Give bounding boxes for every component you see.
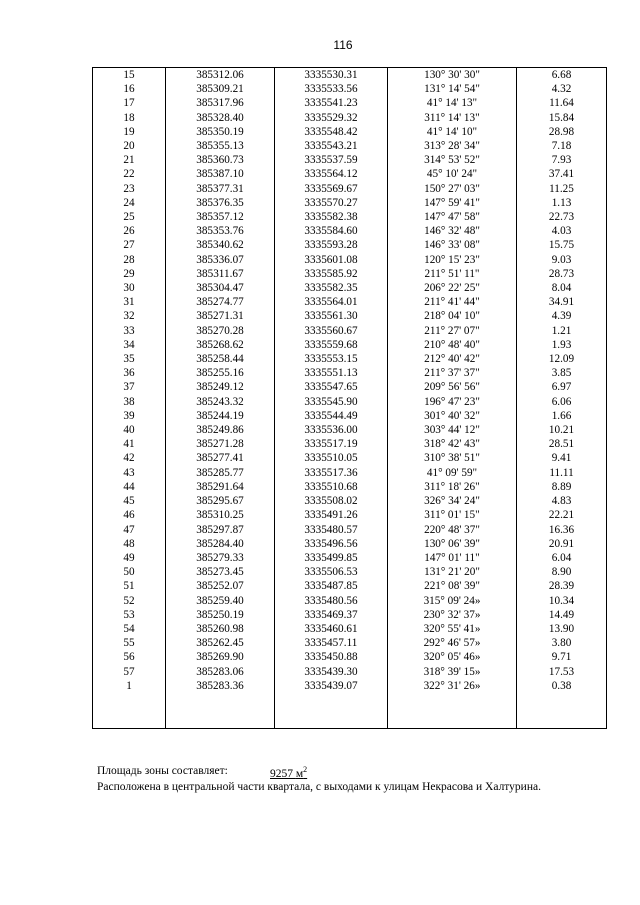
table-row (93, 352, 607, 366)
y-coordinate-cell: 3335499.85 (275, 551, 388, 565)
x-coordinate-cell: 385350.19 (166, 125, 275, 139)
point-number-cell: 17 (93, 96, 166, 110)
point-number-cell: 36 (93, 366, 166, 380)
table-row (93, 508, 607, 522)
point-number-cell: 54 (93, 622, 166, 636)
bearing-cell: 41° 09' 59" (388, 466, 517, 480)
y-coordinate-cell: 3335439.07 (275, 679, 388, 693)
x-coordinate-cell: 385336.07 (166, 253, 275, 267)
y-coordinate-cell: 3335469.37 (275, 608, 388, 622)
distance-cell: 3.80 (517, 636, 607, 650)
bearing-cell: 41° 14' 13" (388, 96, 517, 110)
point-number-cell: 56 (93, 650, 166, 664)
table-row (93, 167, 607, 181)
y-coordinate-cell: 3335564.12 (275, 167, 388, 181)
y-coordinate-cell: 3335585.92 (275, 267, 388, 281)
area-unit-exponent: 2 (303, 765, 308, 774)
bearing-cell: 41° 14' 10" (388, 125, 517, 139)
table-row (93, 409, 607, 423)
x-coordinate-cell: 385291.64 (166, 480, 275, 494)
y-coordinate-cell: 3335584.60 (275, 224, 388, 238)
table-row (93, 281, 607, 295)
bearing-cell: 221° 08' 39" (388, 579, 517, 593)
bearing-cell: 311° 18' 26" (388, 480, 517, 494)
x-coordinate-cell: 385311.67 (166, 267, 275, 281)
bearing-cell: 45° 10' 24" (388, 167, 517, 181)
x-coordinate-cell: 385297.87 (166, 523, 275, 537)
x-coordinate-cell: 385285.77 (166, 466, 275, 480)
empty-cell (166, 693, 275, 729)
distance-cell: 10.21 (517, 423, 607, 437)
table-filler-row (93, 693, 607, 729)
distance-cell: 7.18 (517, 139, 607, 153)
table-row (93, 182, 607, 196)
table-row (93, 224, 607, 238)
x-coordinate-cell: 385268.62 (166, 338, 275, 352)
x-coordinate-cell: 385271.31 (166, 309, 275, 323)
y-coordinate-cell: 3335536.00 (275, 423, 388, 437)
distance-cell: 9.03 (517, 253, 607, 267)
y-coordinate-cell: 3335529.32 (275, 111, 388, 125)
point-number-cell: 53 (93, 608, 166, 622)
distance-cell: 6.97 (517, 380, 607, 394)
y-coordinate-cell: 3335561.30 (275, 309, 388, 323)
x-coordinate-cell: 385312.06 (166, 68, 275, 83)
point-number-cell: 43 (93, 466, 166, 480)
x-coordinate-cell: 385279.33 (166, 551, 275, 565)
area-unit (295, 765, 308, 780)
table-row (93, 380, 607, 394)
distance-cell: 9.41 (517, 451, 607, 465)
bearing-cell: 320° 55' 41» (388, 622, 517, 636)
x-coordinate-cell: 385260.98 (166, 622, 275, 636)
y-coordinate-cell: 3335560.67 (275, 324, 388, 338)
table-row (93, 451, 607, 465)
point-number-cell: 46 (93, 508, 166, 522)
bearing-cell: 326° 34' 24" (388, 494, 517, 508)
x-coordinate-cell: 385269.90 (166, 650, 275, 664)
distance-cell: 16.36 (517, 523, 607, 537)
y-coordinate-cell: 3335544.49 (275, 409, 388, 423)
table-row (93, 537, 607, 551)
x-coordinate-cell: 385355.13 (166, 139, 275, 153)
bearing-cell: 292° 46' 57» (388, 636, 517, 650)
point-number-cell: 35 (93, 352, 166, 366)
distance-cell: 1.13 (517, 196, 607, 210)
table-row (93, 338, 607, 352)
bearing-cell: 146° 32' 48" (388, 224, 517, 238)
point-number-cell: 50 (93, 565, 166, 579)
point-number-cell: 31 (93, 295, 166, 309)
distance-cell: 7.93 (517, 153, 607, 167)
bearing-cell: 211° 37' 37" (388, 366, 517, 380)
table-row (93, 210, 607, 224)
table-row (93, 579, 607, 593)
x-coordinate-cell: 385377.31 (166, 182, 275, 196)
y-coordinate-cell: 3335551.13 (275, 366, 388, 380)
x-coordinate-cell: 385284.40 (166, 537, 275, 551)
point-number-cell: 52 (93, 594, 166, 608)
distance-cell: 4.32 (517, 82, 607, 96)
point-number-cell: 26 (93, 224, 166, 238)
bearing-cell: 210° 48' 40" (388, 338, 517, 352)
x-coordinate-cell: 385295.67 (166, 494, 275, 508)
distance-cell: 20.91 (517, 537, 607, 551)
bearing-cell: 311° 14' 13" (388, 111, 517, 125)
x-coordinate-cell: 385273.45 (166, 565, 275, 579)
point-number-cell: 39 (93, 409, 166, 423)
y-coordinate-cell: 3335547.65 (275, 380, 388, 394)
distance-cell: 6.06 (517, 395, 607, 409)
y-coordinate-cell: 3335450.88 (275, 650, 388, 664)
y-coordinate-cell: 3335517.36 (275, 466, 388, 480)
bearing-cell: 211° 27' 07" (388, 324, 517, 338)
area-label: Площадь зоны составляет: (97, 765, 228, 777)
point-number-cell: 42 (93, 451, 166, 465)
page-number: 116 (333, 38, 353, 52)
point-number-cell: 47 (93, 523, 166, 537)
x-coordinate-cell: 385360.73 (166, 153, 275, 167)
table-row (93, 551, 607, 565)
point-number-cell: 30 (93, 281, 166, 295)
table-row (93, 253, 607, 267)
y-coordinate-cell: 3335582.38 (275, 210, 388, 224)
table-row (93, 153, 607, 167)
distance-cell: 6.04 (517, 551, 607, 565)
point-number-cell: 57 (93, 665, 166, 679)
distance-cell: 10.34 (517, 594, 607, 608)
distance-cell: 1.93 (517, 338, 607, 352)
table-row (93, 395, 607, 409)
x-coordinate-cell: 385310.25 (166, 508, 275, 522)
bearing-cell: 147° 59' 41" (388, 196, 517, 210)
point-number-cell: 25 (93, 210, 166, 224)
point-number-cell: 19 (93, 125, 166, 139)
y-coordinate-cell: 3335553.15 (275, 352, 388, 366)
table-row (93, 139, 607, 153)
point-number-cell: 24 (93, 196, 166, 210)
point-number-cell: 40 (93, 423, 166, 437)
bearing-cell: 147° 47' 58" (388, 210, 517, 224)
y-coordinate-cell: 3335601.08 (275, 253, 388, 267)
y-coordinate-cell: 3335593.28 (275, 238, 388, 252)
distance-cell: 0.38 (517, 679, 607, 693)
distance-cell: 4.83 (517, 494, 607, 508)
x-coordinate-cell: 385328.40 (166, 111, 275, 125)
y-coordinate-cell: 3335510.68 (275, 480, 388, 494)
x-coordinate-cell: 385271.28 (166, 437, 275, 451)
y-coordinate-cell: 3335569.67 (275, 182, 388, 196)
bearing-cell: 310° 38' 51" (388, 451, 517, 465)
point-number-cell: 45 (93, 494, 166, 508)
y-coordinate-cell: 3335491.26 (275, 508, 388, 522)
bearing-cell: 131° 21' 20" (388, 565, 517, 579)
table-row (93, 68, 607, 83)
distance-cell: 15.84 (517, 111, 607, 125)
table-row (93, 267, 607, 281)
bearing-cell: 220° 48' 37" (388, 523, 517, 537)
table-row (93, 565, 607, 579)
table-row (93, 111, 607, 125)
table-row (93, 608, 607, 622)
bearing-cell: 209° 56' 56" (388, 380, 517, 394)
bearing-cell: 196° 47' 23" (388, 395, 517, 409)
bearing-cell: 314° 53' 52" (388, 153, 517, 167)
x-coordinate-cell: 385250.19 (166, 608, 275, 622)
bearing-cell: 130° 06' 39" (388, 537, 517, 551)
table-row (93, 494, 607, 508)
coordinates-table-body (93, 68, 607, 729)
x-coordinate-cell: 385353.76 (166, 224, 275, 238)
x-coordinate-cell: 385317.96 (166, 96, 275, 110)
bearing-cell: 131° 14' 54" (388, 82, 517, 96)
point-number-cell: 23 (93, 182, 166, 196)
y-coordinate-cell: 3335480.56 (275, 594, 388, 608)
bearing-cell: 212° 40' 42" (388, 352, 517, 366)
y-coordinate-cell: 3335537.59 (275, 153, 388, 167)
x-coordinate-cell: 385270.28 (166, 324, 275, 338)
distance-cell: 28.39 (517, 579, 607, 593)
distance-cell: 1.66 (517, 409, 607, 423)
distance-cell: 8.04 (517, 281, 607, 295)
bearing-cell: 218° 04' 10" (388, 309, 517, 323)
table-row (93, 636, 607, 650)
table-row (93, 125, 607, 139)
distance-cell: 13.90 (517, 622, 607, 636)
distance-cell: 12.09 (517, 352, 607, 366)
table-row (93, 309, 607, 323)
y-coordinate-cell: 3335460.61 (275, 622, 388, 636)
table-row (93, 295, 607, 309)
y-coordinate-cell: 3335570.27 (275, 196, 388, 210)
distance-cell: 37.41 (517, 167, 607, 181)
table-row (93, 466, 607, 480)
x-coordinate-cell: 385304.47 (166, 281, 275, 295)
table-row (93, 679, 607, 693)
bearing-cell: 315° 09' 24» (388, 594, 517, 608)
y-coordinate-cell: 3335457.11 (275, 636, 388, 650)
y-coordinate-cell: 3335564.01 (275, 295, 388, 309)
point-number-cell: 1 (93, 679, 166, 693)
x-coordinate-cell: 385283.06 (166, 665, 275, 679)
point-number-cell: 51 (93, 579, 166, 593)
distance-cell: 8.89 (517, 480, 607, 494)
point-number-cell: 44 (93, 480, 166, 494)
x-coordinate-cell: 385252.07 (166, 579, 275, 593)
bearing-cell: 147° 01' 11" (388, 551, 517, 565)
y-coordinate-cell: 3335541.23 (275, 96, 388, 110)
y-coordinate-cell: 3335517.19 (275, 437, 388, 451)
point-number-cell: 27 (93, 238, 166, 252)
distance-cell: 11.25 (517, 182, 607, 196)
bearing-cell: 230° 32' 37» (388, 608, 517, 622)
table-row (93, 523, 607, 537)
area-statement (97, 765, 308, 780)
point-number-cell: 41 (93, 437, 166, 451)
x-coordinate-cell: 385283.36 (166, 679, 275, 693)
x-coordinate-cell: 385249.12 (166, 380, 275, 394)
table-row (93, 238, 607, 252)
x-coordinate-cell: 385274.77 (166, 295, 275, 309)
x-coordinate-cell: 385244.19 (166, 409, 275, 423)
distance-cell: 8.90 (517, 565, 607, 579)
bearing-cell: 318° 39' 15» (388, 665, 517, 679)
point-number-cell: 18 (93, 111, 166, 125)
point-number-cell: 33 (93, 324, 166, 338)
bearing-cell: 206° 22' 25" (388, 281, 517, 295)
bearing-cell: 211° 51' 11" (388, 267, 517, 281)
empty-cell (93, 693, 166, 729)
x-coordinate-cell: 385243.32 (166, 395, 275, 409)
x-coordinate-cell: 385259.40 (166, 594, 275, 608)
bearing-cell: 318° 42' 43" (388, 437, 517, 451)
bearing-cell: 303° 44' 12" (388, 423, 517, 437)
y-coordinate-cell: 3335506.53 (275, 565, 388, 579)
distance-cell: 28.51 (517, 437, 607, 451)
bearing-cell: 322° 31' 26» (388, 679, 517, 693)
y-coordinate-cell: 3335582.35 (275, 281, 388, 295)
y-coordinate-cell: 3335543.21 (275, 139, 388, 153)
point-number-cell: 55 (93, 636, 166, 650)
point-number-cell: 28 (93, 253, 166, 267)
table-row (93, 366, 607, 380)
empty-cell (388, 693, 517, 729)
point-number-cell: 29 (93, 267, 166, 281)
table-row (93, 82, 607, 96)
distance-cell: 15.75 (517, 238, 607, 252)
distance-cell: 6.68 (517, 68, 607, 83)
distance-cell: 3.85 (517, 366, 607, 380)
bearing-cell: 211° 41' 44" (388, 295, 517, 309)
y-coordinate-cell: 3335530.31 (275, 68, 388, 83)
point-number-cell: 38 (93, 395, 166, 409)
bearing-cell: 150° 27' 03" (388, 182, 517, 196)
distance-cell: 9.71 (517, 650, 607, 664)
distance-cell: 14.49 (517, 608, 607, 622)
y-coordinate-cell: 3335508.02 (275, 494, 388, 508)
table-row (93, 622, 607, 636)
y-coordinate-cell: 3335533.56 (275, 82, 388, 96)
x-coordinate-cell: 385262.45 (166, 636, 275, 650)
empty-cell (275, 693, 388, 729)
distance-cell: 17.53 (517, 665, 607, 679)
table-row (93, 96, 607, 110)
distance-cell: 4.03 (517, 224, 607, 238)
bearing-cell: 313° 28' 34" (388, 139, 517, 153)
point-number-cell: 21 (93, 153, 166, 167)
table-row (93, 594, 607, 608)
point-number-cell: 16 (93, 82, 166, 96)
point-number-cell: 22 (93, 167, 166, 181)
x-coordinate-cell: 385376.35 (166, 196, 275, 210)
point-number-cell: 49 (93, 551, 166, 565)
distance-cell: 1.21 (517, 324, 607, 338)
x-coordinate-cell: 385387.10 (166, 167, 275, 181)
bearing-cell: 301° 40' 32" (388, 409, 517, 423)
empty-cell (517, 693, 607, 729)
y-coordinate-cell: 3335439.30 (275, 665, 388, 679)
distance-cell: 11.11 (517, 466, 607, 480)
distance-cell: 11.64 (517, 96, 607, 110)
coordinates-table (92, 67, 607, 729)
table-row (93, 437, 607, 451)
x-coordinate-cell: 385249.86 (166, 423, 275, 437)
y-coordinate-cell: 3335510.05 (275, 451, 388, 465)
area-value-group (270, 765, 307, 780)
distance-cell: 28.73 (517, 267, 607, 281)
x-coordinate-cell: 385357.12 (166, 210, 275, 224)
table-row (93, 665, 607, 679)
point-number-cell: 34 (93, 338, 166, 352)
table-row (93, 480, 607, 494)
x-coordinate-cell: 385277.41 (166, 451, 275, 465)
table-row (93, 324, 607, 338)
point-number-cell: 20 (93, 139, 166, 153)
distance-cell: 4.39 (517, 309, 607, 323)
bearing-cell: 320° 05' 46» (388, 650, 517, 664)
distance-cell: 34.91 (517, 295, 607, 309)
x-coordinate-cell: 385258.44 (166, 352, 275, 366)
table-row (93, 196, 607, 210)
point-number-cell: 48 (93, 537, 166, 551)
table-row (93, 650, 607, 664)
y-coordinate-cell: 3335548.42 (275, 125, 388, 139)
point-number-cell: 37 (93, 380, 166, 394)
table-row (93, 423, 607, 437)
area-unit-text: м (295, 767, 304, 780)
bearing-cell: 146° 33' 08" (388, 238, 517, 252)
x-coordinate-cell: 385340.62 (166, 238, 275, 252)
area-value: 9257 (270, 767, 293, 780)
y-coordinate-cell: 3335559.68 (275, 338, 388, 352)
distance-cell: 28.98 (517, 125, 607, 139)
y-coordinate-cell: 3335487.85 (275, 579, 388, 593)
point-number-cell: 15 (93, 68, 166, 83)
bearing-cell: 120° 15' 23" (388, 253, 517, 267)
distance-cell: 22.21 (517, 508, 607, 522)
y-coordinate-cell: 3335496.56 (275, 537, 388, 551)
y-coordinate-cell: 3335480.57 (275, 523, 388, 537)
x-coordinate-cell: 385255.16 (166, 366, 275, 380)
x-coordinate-cell: 385309.21 (166, 82, 275, 96)
distance-cell: 22.73 (517, 210, 607, 224)
bearing-cell: 311° 01' 15" (388, 508, 517, 522)
point-number-cell: 32 (93, 309, 166, 323)
y-coordinate-cell: 3335545.90 (275, 395, 388, 409)
location-description: Расположена в центральной части квартала, с выходами к улицам Некрасова и Халтурина. (97, 781, 541, 793)
bearing-cell: 130° 30' 30" (388, 68, 517, 83)
